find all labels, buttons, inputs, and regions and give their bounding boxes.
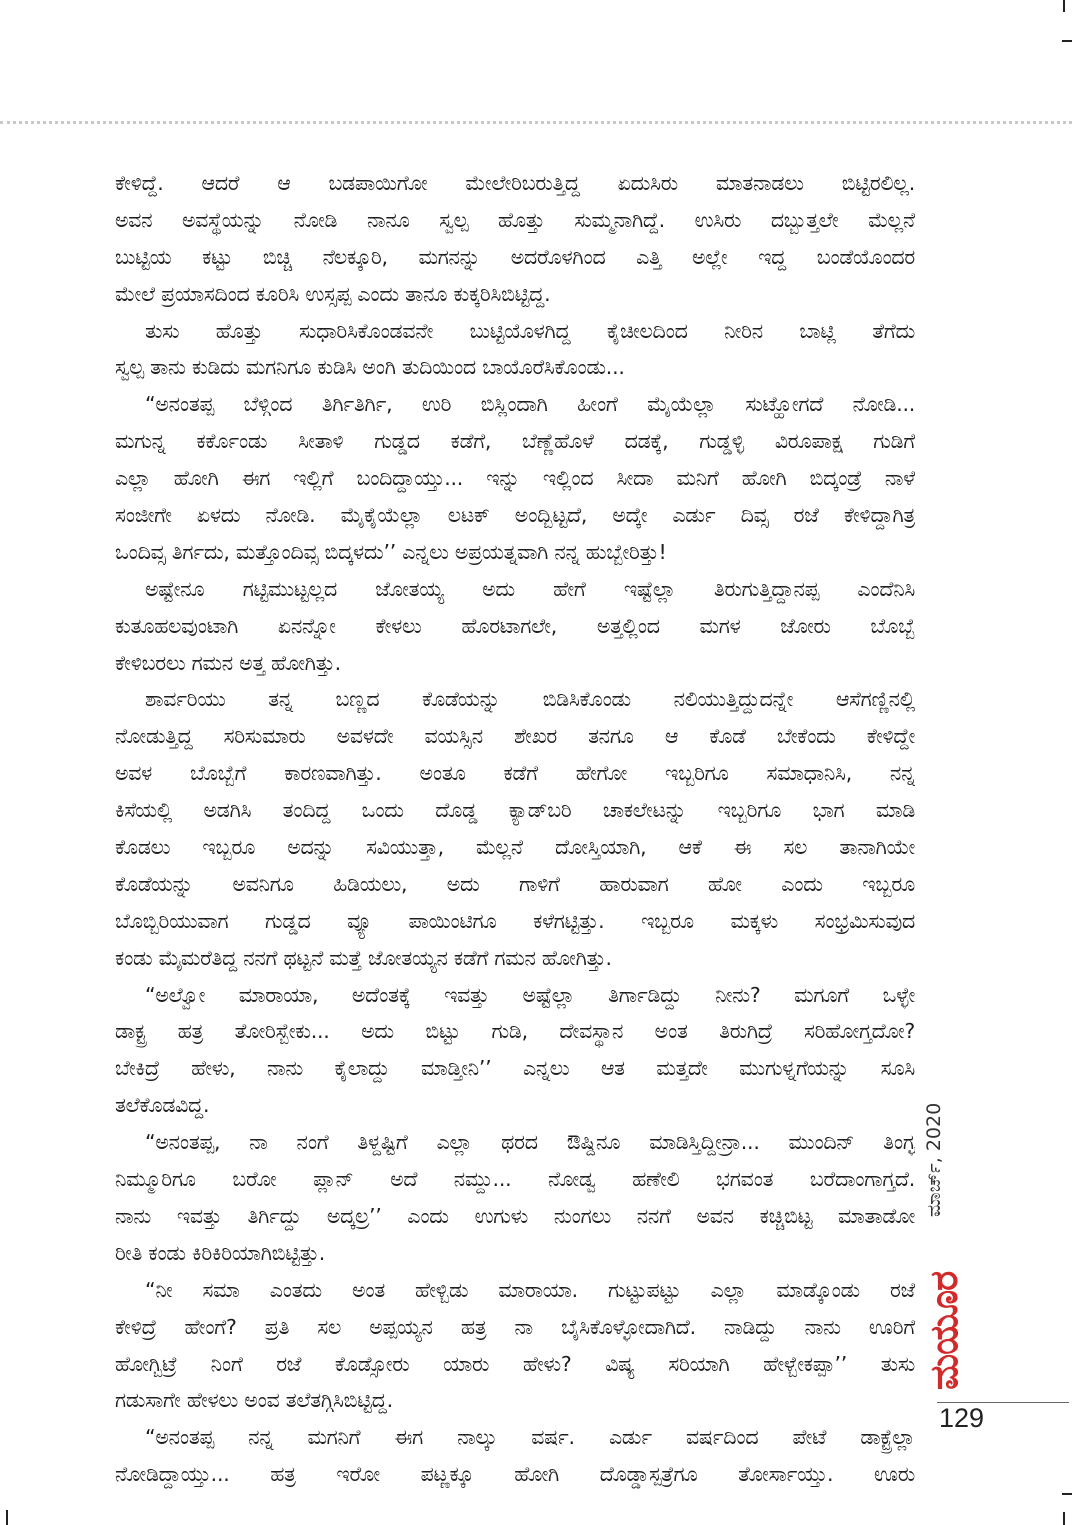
text-line: ಶಾರ್ವರಿಯು ತನ್ನ ಬಣ್ಣದ ಕೊಡೆಯನ್ನು ಬಿಡಿಸಿಕೊಂಡು ನಲಿಯುತ್ತಿದ್ದುದನ್ನೇ ಆಸೆಗಣ್ಣಿನಲ್ಲಿ	[145, 687, 915, 712]
text-line: ಎಲ್ಲಾ ಹೋಗಿ ಈಗ ಇಲ್ಲಿಗೆ ಬಂದಿದ್ದಾಯ್ತು... ಇನ್ನು ಇಲ್ಲಿಂದ ಸೀದಾ ಮನಿಗೆ ಹೋಗಿ ಬಿದ್ಕಂಡ್ರೆ ನಾಳೆ	[115, 466, 915, 491]
crop-mark-right-top	[1062, 40, 1072, 42]
text-line: ಒಂದಿವ್ಸ ತಿರ್ಗದು, ಮತ್ತೊಂದಿವ್ಸ ಬಿದ್ಕಳದು’’ ಎನ್ನಲು ಅಪ್ರಯತ್ನವಾಗಿ ನನ್ನ ಹುಬ್ಬೇರಿತ್ತು!	[115, 539, 667, 564]
text-line: ಕುತೂಹಲವುಂಟಾಗಿ ಏನನ್ನೋ ಕೇಳಲು ಹೊರಟಾಗಲೇ, ಅತ್ತಲ್ಲಿಂದ ಮಗಳ ಜೋರು ಬೊಬ್ಬೆ	[115, 613, 915, 638]
header-dotted-rule	[0, 121, 1072, 124]
text-line: ನೋಡುತ್ತಿದ್ದ ಸರಿಸುಮಾರು ಅವಳದೇ ವಯಸ್ಸಿನ ಶೇಖರ ತನಗೂ ಆ ಕೊಡೆ ಬೇಕೆಂದು ಕೇಳಿದ್ದೇ	[115, 724, 915, 749]
magazine-logo: ಮಯೂರ	[922, 1271, 966, 1390]
text-line: ನಿಮ್ಮೂರಿಗೂ ಬರೋ ಪ್ಲಾನ್ ಅದೆ ನಮ್ದು... ನೋಡ್ವ ಹಣೇಲಿ ಭಗವಂತ ಬರೆದಾಂಗಾಗ್ತದೆ.	[115, 1167, 915, 1192]
text-line: ಅವಳ ಬೊಬ್ಬೆಗೆ ಕಾರಣವಾಗಿತ್ತು. ಅಂತೂ ಕಡೆಗೆ ಹೇಗೋ ಇಬ್ಬರಿಗೂ ಸಮಾಧಾನಿಸಿ, ನನ್ನ	[115, 761, 915, 786]
text-line: ಕಿಸೆಯಲ್ಲಿ ಅಡಗಿಸಿ ತಂದಿದ್ದ ಒಂದು ದೊಡ್ಡ ಕ್ಯಾಡ್‌ಬರಿ ಚಾಕಲೇಟನ್ನು ಇಬ್ಬರಿಗೂ ಭಾಗ ಮಾಡಿ	[115, 798, 915, 823]
text-line: ಹೋಗ್ಬಿಟ್ರೆ ನಿಂಗೆ ರಜೆ ಕೊಡ್ಸೋರು ಯಾರು ಹೇಳು? ವಿಷ್ಯ ಸರಿಯಾಗಿ ಹೇಳ್ಬೇಕಪ್ಪಾ’’ ತುಸು	[115, 1351, 915, 1376]
text-line: ಮೇಲೆ ಪ್ರಯಾಸದಿಂದ ಕೂರಿಸಿ ಉಸ್ಸಪ್ಪ ಎಂದು ತಾನೂ ಕುಕ್ಕರಿಸಿಬಿಟ್ಟಿದ್ದ.	[115, 281, 551, 306]
text-line: ಕೇಳಿಬರಲು ಗಮನ ಅತ್ತ ಹೋಗಿತ್ತು.	[115, 650, 341, 675]
text-line: “ಅನಂತಪ್ಪ ನನ್ನ ಮಗನಿಗೆ ಈಗ ನಾಲ್ಕು ವರ್ಷ. ಎರ್ಡು ವರ್ಷದಿಂದ ಪೇಟೆ ಡಾಕ್ಟ್ರೆಲ್ಲಾ	[145, 1425, 915, 1450]
text-line: ಕಂಡು ಮೈಮರೆತಿದ್ದ ನನಗೆ ಥಟ್ಟನೆ ಮತ್ತೆ ಜೋತಯ್ಯನ ಕಡೆಗೆ ಗಮನ ಹೋಗಿತ್ತು.	[115, 945, 612, 970]
text-line: ಕೇಳಿದ್ದೆ. ಆದರೆ ಆ ಬಡಪಾಯಿಗೋ ಮೇಲೇರಿಬರುತ್ತಿದ್ದ ಏದುಸಿರು ಮಾತನಾಡಲು ಬಿಟ್ಟಿರಲಿಲ್ಲ.	[115, 171, 915, 195]
text-line: ಸಂಜೀಗೇ ಏಳದು ನೋಡಿ. ಮೈಕೈಯೆಲ್ಲಾ ಲಟಕ್ ಅಂದ್ಬಿಟ್ಟದೆ, ಅದ್ಕೇ ಎರ್ಡು ದಿವ್ಸ ರಜೆ ಕೇಳಿದ್ದಾಗಿತ್ರ	[115, 503, 915, 528]
text-line: ಕೊಡಲು ಇಬ್ಬರೂ ಅದನ್ನು ಸವಿಯುತ್ತಾ, ಮೆಲ್ಲನೆ ದೋಸ್ತಿಯಾಗಿ, ಆಕೆ ಈ ಸಲ ತಾನಾಗಿಯೇ	[115, 835, 915, 860]
text-line: ಬುಟ್ಟಿಯ ಕಟ್ಟು ಬಿಚ್ಚಿ ನೆಲಕ್ಕೂರಿ, ಮಗನನ್ನು ಅದರೊಳಗಿಂದ ಎತ್ತಿ ಅಲ್ಲೇ ಇದ್ದ ಬಂಡೆಯೊಂದರ	[115, 244, 915, 269]
crop-mark-left-bottom	[6, 1510, 8, 1525]
crop-mark-right-bottom	[1062, 1493, 1072, 1495]
page-number: 129	[939, 1403, 985, 1433]
text-line: ನಾನು ಇವತ್ತು ತಿರ್ಗಿದ್ದು ಅದ್ಕಲ್ರ’’ ಎಂದು ಉಗುಳು ನುಂಗಲು ನನಗೆ ಅವನ ಕಚ್ಚಿಬಿಟ್ಟ ಮಾತಾಡೋ	[115, 1203, 915, 1228]
crop-mark-top	[1063, 0, 1065, 12]
text-line: ತುಸು ಹೊತ್ತು ಸುಧಾರಿಸಿಕೊಂಡವನೇ ಬುಟ್ಟಿಯೊಳಗಿದ್ದ ಕೈಚೀಲದಿಂದ ನೀರಿನ ಬಾಟ್ಲಿ ತೆಗೆದು	[145, 318, 915, 343]
text-line: ಬೇಕಿದ್ರೆ ಹೇಳು, ನಾನು ಕೈಲಾದ್ದು ಮಾಡ್ತೀನಿ’’ ಎನ್ನಲು ಆತ ಮತ್ತದೇ ಮುಗುಳ್ನಗೆಯನ್ನು ಸೂಸಿ	[115, 1056, 915, 1081]
text-line: “ನೀ ಸಮಾ ಎಂತದು ಅಂತ ಹೇಳ್ಬಿಡು ಮಾರಾಯಾ. ಗುಟ್ಟುಪಟ್ಟು ಎಲ್ಲಾ ಮಾಡ್ಕೊಂಡು ರಜೆ	[145, 1277, 915, 1302]
article-body	[115, 165, 915, 1493]
text-line: “ಅನಂತಪ್ಪ ಬೆಳ್ಗಿಂದ ತಿರ್ಗಿತಿರ್ಗಿ, ಉರಿ ಬಿಸ್ಲಿಂದಾಗಿ ಹೀಂಗೆ ಮೈಯೆಲ್ಲಾ ಸುಟ್ಹೋಗದೆ ನೋಡಿ...	[145, 392, 915, 417]
text-line: ಸ್ವಲ್ಪ ತಾನು ಕುಡಿದು ಮಗನಿಗೂ ಕುಡಿಸಿ ಅಂಗಿ ತುದಿಯಿಂದ ಬಾಯೊರೆಸಿಕೊಂಡು...	[115, 355, 625, 380]
text-line: ಅವನ ಅವಸ್ಥೆಯನ್ನು ನೋಡಿ ನಾನೂ ಸ್ವಲ್ಪ ಹೊತ್ತು ಸುಮ್ಮನಾಗಿದ್ದೆ. ಉಸಿರು ದಬ್ಬುತ್ತಲೇ ಮೆಲ್ಲನೆ	[115, 207, 915, 232]
text-line: ತಲೆಕೊಡವಿದ್ದ.	[115, 1093, 210, 1118]
text-line: ಗಡುಸಾಗೇ ಹೇಳಲು ಅಂವ ತಲೆತಗ್ಗಿಸಿಬಿಟ್ಟಿದ್ದ.	[115, 1388, 393, 1413]
text-line: ಕೊಡೆಯನ್ನು ಅವನಿಗೂ ಹಿಡಿಯಲು, ಅದು ಗಾಳಿಗೆ ಹಾರುವಾಗ ಹೋ ಎಂದು ಇಬ್ಬರೂ	[115, 871, 915, 896]
text-line: ಅಷ್ಟೇನೂ ಗಟ್ಟಿಮುಟ್ಟಲ್ಲದ ಜೋತಯ್ಯ ಅದು ಹೇಗೆ ಇಷ್ಟೆಲ್ಲಾ ತಿರುಗುತ್ತಿದ್ದಾನಪ್ಪ ಎಂದೆನಿಸಿ	[145, 576, 915, 601]
text-line: ನೋಡಿದ್ದಾಯ್ತು... ಹತ್ರ ಇರೋ ಪಟ್ಣಕ್ಕೂ ಹೋಗಿ ದೊಡ್ಡಾಸ್ಪತ್ರೆಗೂ ತೋರ್ಸಾಯ್ತು. ಊರು	[115, 1462, 915, 1487]
issue-date: ಮಾರ್ಚ್, 2020	[923, 1102, 945, 1217]
crop-mark-bottom	[1063, 1512, 1065, 1525]
text-line: ಮಗುನ್ನ ಕರ್ಕೊಂಡು ಸೀತಾಳಿ ಗುಡ್ಡದ ಕಡೆಗೆ, ಬೆಣ್ಣೆಹೊಳೆ ದಡಕ್ಕೆ, ಗುಡ್ಡಳ್ಳಿ ವಿರೂಪಾಕ್ಷ ಗುಡಿಗೆ	[115, 429, 915, 454]
text-line: “ಅಲ್ವೋ ಮಾರಾಯಾ, ಅದೆಂತಕ್ಕೆ ಇವತ್ತು ಅಷ್ಟೆಲ್ಲಾ ತಿರ್ಗಾಡಿದ್ದು ನೀನು? ಮಗೂಗೆ ಒಳ್ಳೇ	[145, 982, 915, 1007]
text-line: ರೀತಿ ಕಂಡು ಕಿರಿಕಿರಿಯಾಗಿಬಿಟ್ಟಿತ್ತು.	[115, 1240, 326, 1265]
text-line: ಬೊಬ್ಬಿರಿಯುವಾಗ ಗುಡ್ಡದ ವ್ಯೂ ಪಾಯಿಂಟಿಗೂ ಕಳೆಗಟ್ಟಿತ್ತು. ಇಬ್ಬರೂ ಮಕ್ಕಳು ಸಂಭ್ರಮಿಸುವುದ	[115, 908, 915, 933]
text-line: ಕೇಳಿದ್ರೆ ಹೇಂಗೆ? ಪ್ರತಿ ಸಲ ಅಪ್ಪಯ್ಯನ ಹತ್ರ ನಾ ಬೈಸಿಕೊಳ್ಳೋದಾಗಿದೆ. ನಾಡಿದ್ದು ನಾನು ಊರಿಗೆ	[115, 1314, 915, 1339]
text-line: “ಅನಂತಪ್ಪ, ನಾ ನಂಗೆ ತಿಳ್ದಷ್ಟಿಗೆ ಎಲ್ಲಾ ಥರದ ಔಷ್ದಿನೂ ಮಾಡಿಸ್ತಿದ್ದೀನ್ರಾ... ಮುಂದಿನ್ ತಿಂಗ್ಳ	[145, 1130, 915, 1155]
text-line: ಡಾಕ್ಟ್ರ ಹತ್ರ ತೋರಿಸ್ಬೇಕು... ಅದು ಬಿಟ್ಟು ಗುಡಿ, ದೇವಸ್ಥಾನ ಅಂತ ತಿರುಗಿದ್ರೆ ಸರಿಹೋಗ್ತದೋ?	[115, 1019, 915, 1044]
